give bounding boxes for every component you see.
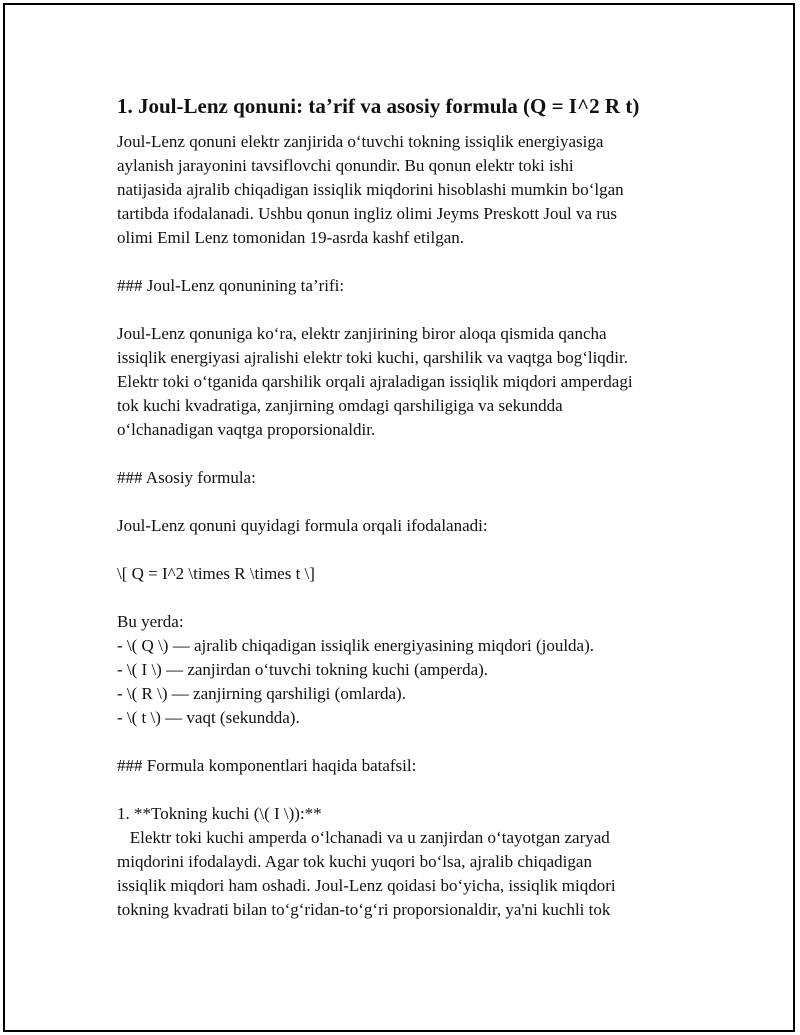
section-heading-components: ### Formula komponentlari haqida batafsil:: [117, 756, 417, 775]
text-line: Joul-Lenz qonuniga ko‘ra, elektr zanjirining biror aloqa qismida qancha: [117, 324, 607, 343]
list-item: - \( I \) — zanjirdan o‘tuvchi tokning kuchi (amperda).: [117, 660, 489, 679]
blank-line: [117, 490, 687, 514]
component-1-paragraph: [117, 826, 687, 922]
text-line: olimi Emil Lenz tomonidan 19-asrda kashf etilgan.: [117, 228, 464, 247]
text-line: Joul-Lenz qonuni elektr zanjirida o‘tuvchi tokning issiqlik energiyasiga: [117, 132, 604, 151]
document-body: [117, 92, 687, 922]
list-item: - \( t \) — vaqt (sekundda).: [117, 708, 300, 727]
component-1-title: 1. **Tokning kuchi (\( I \)):**: [117, 804, 322, 823]
text-line: issiqlik energiyasi ajralishi elektr toki kuchi, qarshilik va vaqtga bog‘liqdir.: [117, 348, 629, 367]
text-line: tokning kvadrati bilan to‘g‘ridan-to‘g‘ri proporsionaldir, ya'ni kuchli tok: [117, 900, 611, 919]
text-line: Elektr toki o‘tganida qarshilik orqali ajraladigan issiqlik miqdori amperdagi: [117, 372, 633, 391]
text-line: tartibda ifodalanadi. Ushbu qonun ingliz olimi Jeyms Preskott Joul va rus: [117, 204, 618, 223]
text-line: miqdorini ifodalaydi. Agar tok kuchi yuqori bo‘lsa, ajralib chiqadigan: [117, 852, 592, 871]
definition-paragraph: [117, 322, 687, 442]
formula: \[ Q = I^2 \times R \times t \]: [117, 564, 315, 583]
text-line: aylanish jarayonini tavsiflovchi qonundir. Bu qonun elektr toki ishi: [117, 156, 574, 175]
blank-line: [117, 778, 687, 802]
formula-intro: Joul-Lenz qonuni quyidagi formula orqali ifodalanadi:: [117, 516, 488, 535]
where-label: Bu yerda:: [117, 612, 184, 631]
intro-paragraph: [117, 130, 687, 250]
blank-line: [117, 250, 687, 274]
section-heading-definition: ### Joul-Lenz qonunining ta’rifi:: [117, 276, 345, 295]
blank-line: [117, 538, 687, 562]
text-line: o‘lchanadigan vaqtga proporsionaldir.: [117, 420, 376, 439]
blank-line: [117, 730, 687, 754]
list-item: - \( R \) — zanjirning qarshiligi (omlarda).: [117, 684, 406, 703]
text-line: issiqlik miqdori ham oshadi. Joul-Lenz qoidasi bo‘yicha, issiqlik miqdori: [117, 876, 616, 895]
text-line: tok kuchi kvadratiga, zanjirning omdagi qarshiligiga va sekundda: [117, 396, 563, 415]
blank-line: [117, 298, 687, 322]
text-line: natijasida ajralib chiqadigan issiqlik miqdorini hisoblashi mumkin bo‘lgan: [117, 180, 624, 199]
document-title: 1. Joul-Lenz qonuni: ta’rif va asosiy formula (Q = I^2 R t): [117, 94, 640, 118]
text-line: Elektr toki kuchi amperda o‘lchanadi va u zanjirdan o‘tayotgan zaryad: [117, 828, 610, 847]
section-heading-formula: ### Asosiy formula:: [117, 468, 256, 487]
list-item: - \( Q \) — ajralib chiqadigan issiqlik energiyasining miqdori (joulda).: [117, 636, 595, 655]
blank-line: [117, 442, 687, 466]
where-list: [117, 634, 687, 730]
blank-line: [117, 586, 687, 610]
